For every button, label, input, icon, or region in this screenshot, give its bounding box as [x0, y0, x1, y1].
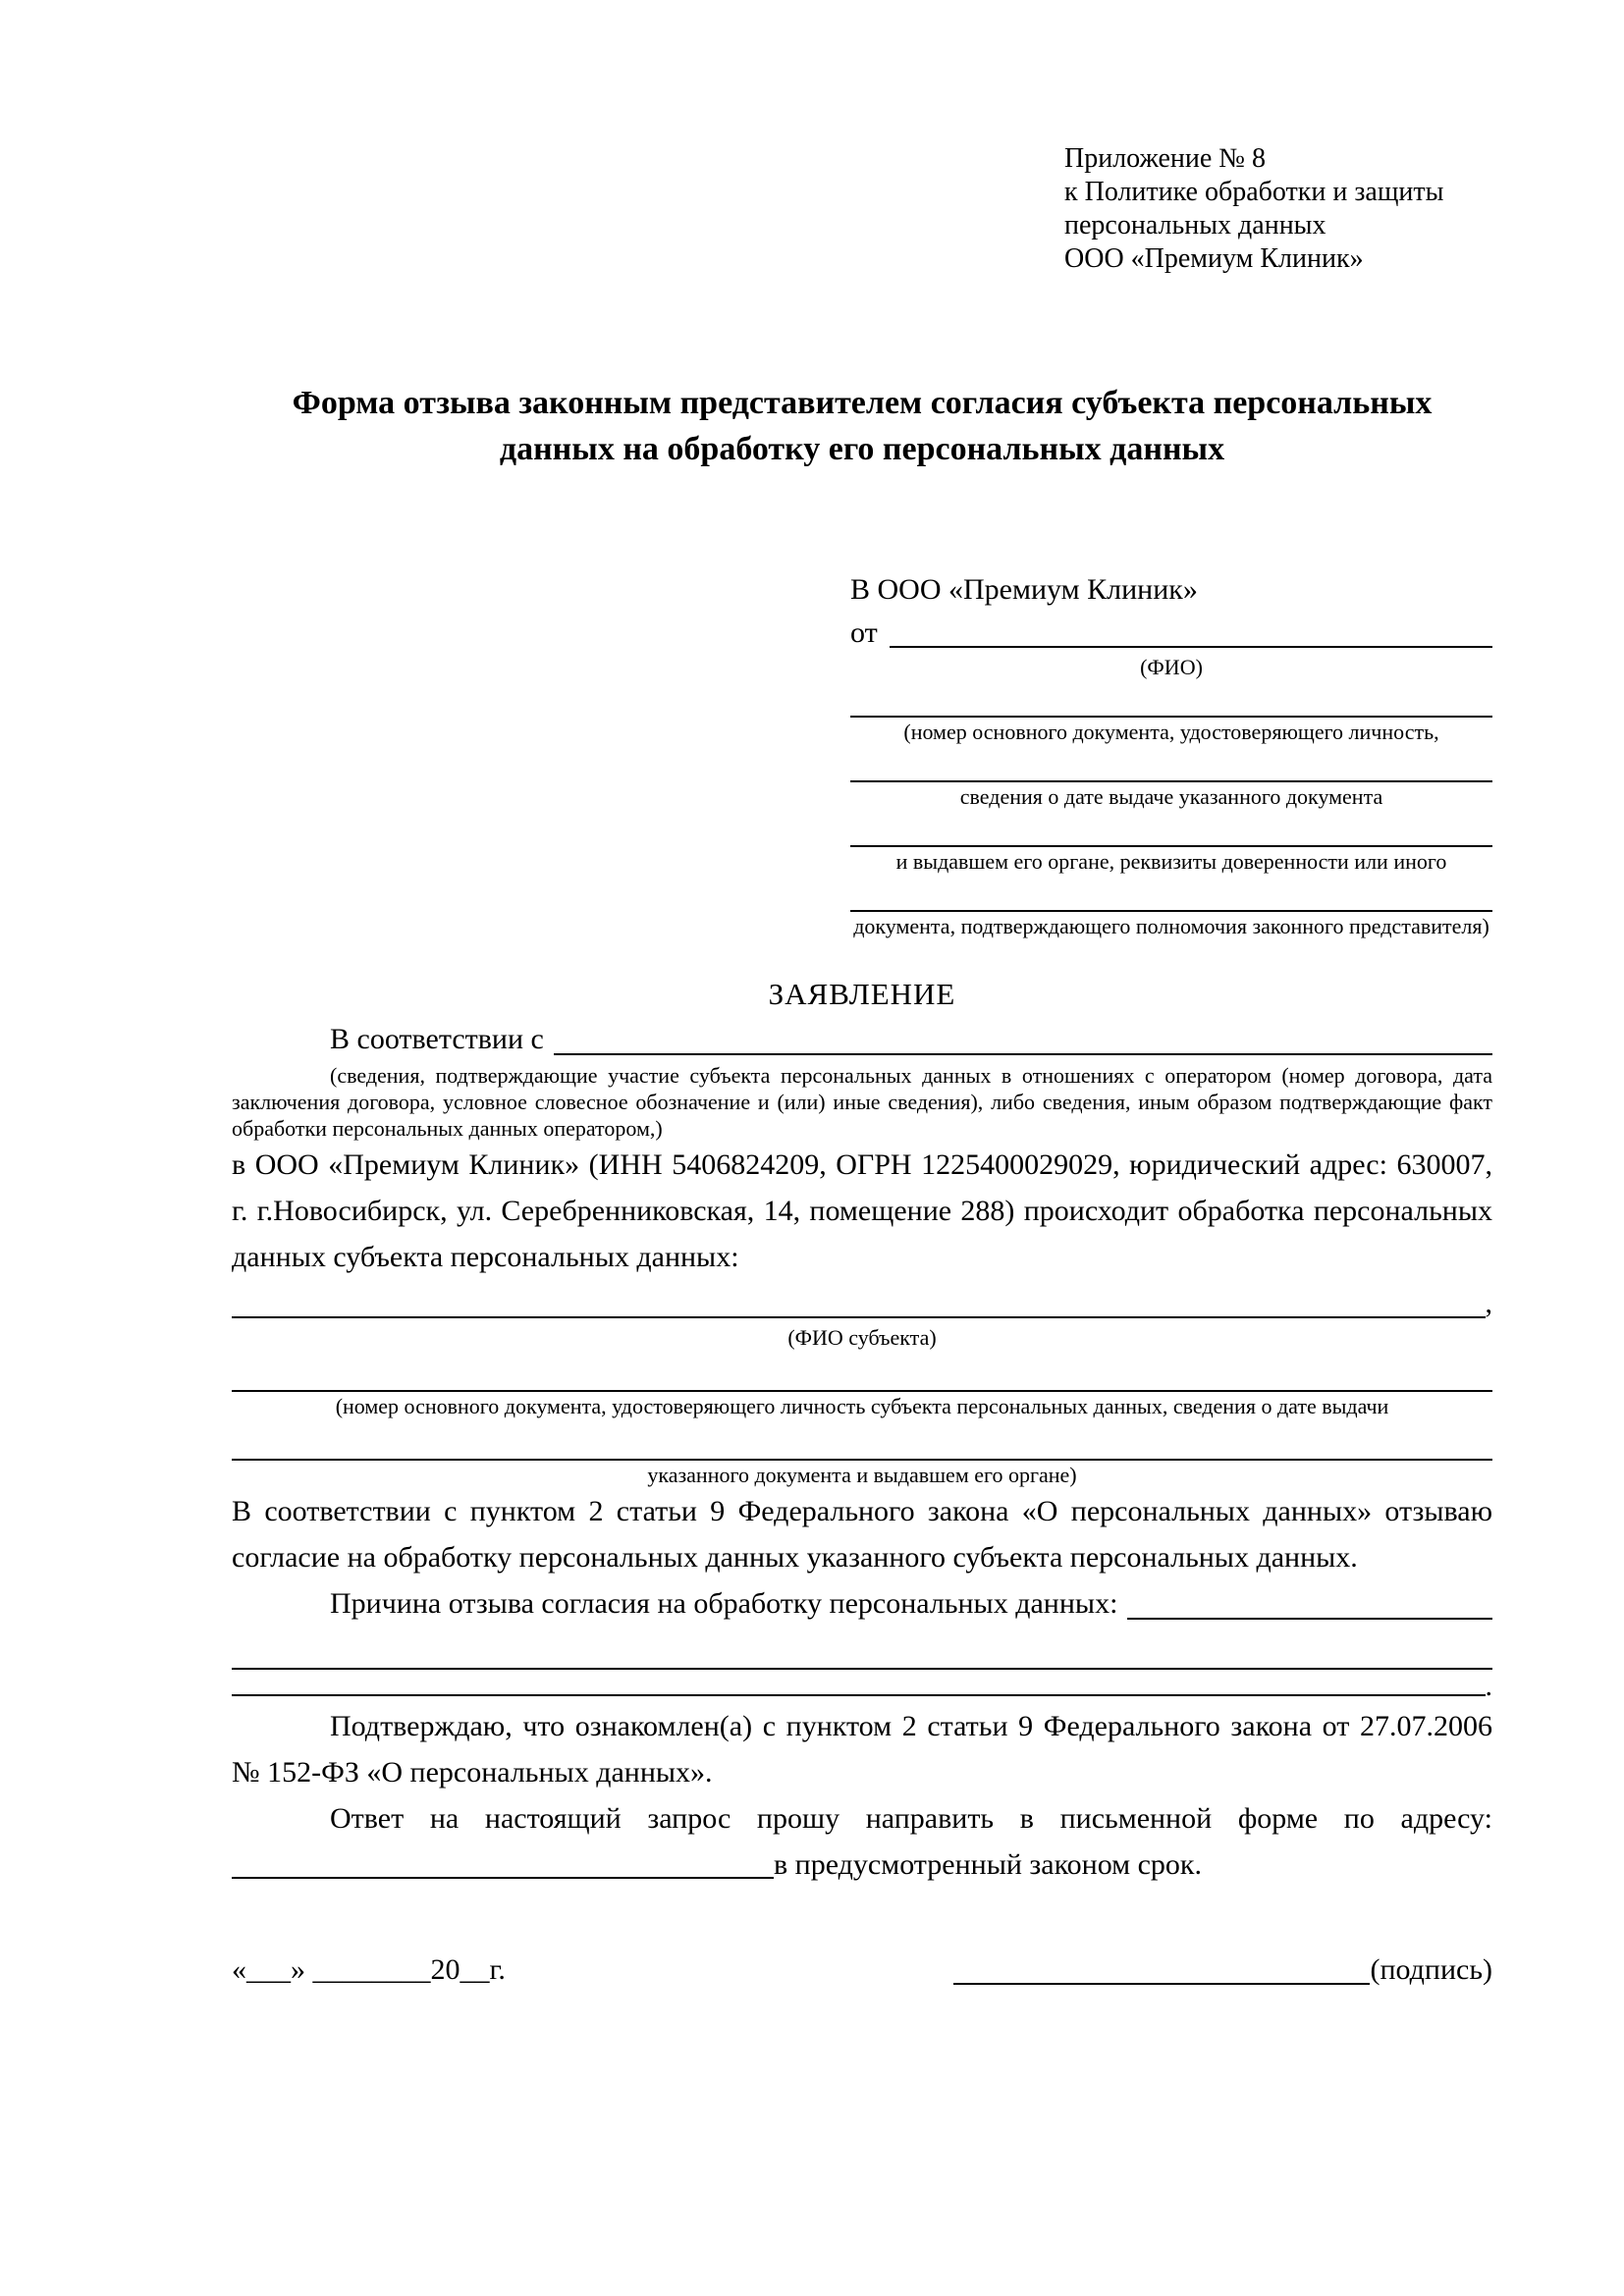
footer-row: [232, 1949, 1492, 1992]
trailing-comma: ,: [1485, 1287, 1492, 1319]
withdraw-paragraph: В соответствии с пунктом 2 статьи 9 Федерального закона «О персональных данных» отзываю согласие на обработку персональных данных указанного субъекта персональных данных.: [232, 1495, 1492, 1574]
subject-doc-caption-2: указанного документа и выдавшем его органе): [647, 1463, 1077, 1487]
signature-caption: (подпись): [1370, 1953, 1492, 1986]
in-accordance-label: В соответствии с: [330, 1023, 544, 1055]
reply-tail: в предусмотренный законом срок.: [774, 1848, 1202, 1881]
accordance-caption: (сведения, подтверждающие участие субъекта персональных данных в отношениях с оператором (номер договора, дата заключения договора, условное словесное обозначение и (или) иные сведения), либо сведения, иным образом подтверждающие факт обработки персональных данных оператором,): [232, 1063, 1492, 1141]
trailing-period: .: [1485, 1670, 1492, 1702]
page-title: Форма отзыва законным представителем согласия субъекта персональных данных на обработку его персональных данных: [292, 385, 1433, 467]
fio-blank-line: [890, 612, 1492, 648]
subject-fio-caption: (ФИО субъекта): [787, 1325, 937, 1350]
from-label: от: [850, 616, 878, 649]
in-accordance-row: [232, 1016, 1492, 1062]
recipient-block: [850, 568, 1492, 939]
reason-row: [232, 1580, 1492, 1627]
issue-date-caption: сведения о дате выдаче указанного документа: [959, 784, 1383, 809]
appendix-header-line: ООО «Премиум Клиник»: [1064, 243, 1364, 274]
issuing-authority-blank-line: [850, 810, 1492, 847]
appendix-header-line: персональных данных: [1064, 210, 1326, 240]
reply-paragraph: Ответ на настоящий запрос прошу направить в письменной форме по адресу:: [330, 1802, 1492, 1835]
representative-authority-caption: документа, подтверждающего полномочия законного представителя): [853, 914, 1489, 938]
reason-blank-line-short: [1127, 1580, 1492, 1620]
doc-number-blank-line: [850, 680, 1492, 718]
issue-date-blank-line: [850, 745, 1492, 782]
appendix-header-line: Приложение № 8: [1064, 143, 1266, 174]
reply-address-row: [232, 1842, 1492, 1888]
subject-doc-blank-line: [232, 1351, 1492, 1392]
statement-heading: ЗАЯВЛЕНИЕ: [768, 977, 956, 1011]
subject-doc-blank-line-2: [232, 1419, 1492, 1461]
reason-blank-line-2: [232, 1670, 1486, 1696]
appendix-header-line: к Политике обработки и защиты: [1064, 177, 1444, 207]
in-accordance-blank-line: [554, 1016, 1492, 1055]
subject-doc-caption-1: (номер основного документа, удостоверяющего личность субъекта персональных данных, сведения о дате выдачи: [335, 1394, 1389, 1418]
reason-label: Причина отзыва согласия на обработку персональных данных:: [330, 1587, 1118, 1620]
recipient-organization: В ООО «Премиум Клиник»: [850, 573, 1198, 606]
date-line: «___» ________20__г.: [232, 1953, 506, 1986]
reason-blank-line-row: [232, 1670, 1492, 1703]
confirm-paragraph: Подтверждаю, что ознакомлен(а) с пунктом 2 статьи 9 Федерального закона от 27.07.2006 № 152-ФЗ «О персональных данных».: [232, 1710, 1492, 1789]
signature-group: [953, 1949, 1492, 1992]
appendix-header: [1064, 142, 1492, 276]
signature-blank-line: [953, 1983, 1370, 1985]
address-blank-line: [232, 1842, 774, 1879]
issuing-authority-caption: и выдавшем его органе, реквизиты доверенности или иного: [895, 849, 1447, 874]
doc-number-caption: (номер основного документа, удостоверяющего личность,: [903, 720, 1439, 744]
representative-authority-blank-line: [850, 875, 1492, 912]
subject-fio-blank-line: [232, 1282, 1486, 1318]
operator-paragraph: в ООО «Премиум Клиник» (ИНН 5406824209, ОГРН 1225400029029, юридический адрес: 630007, г. г.Новосибирск, ул. Серебренниковская, 14, помещение 288) происходит обработка персональных данных субъекта персональных данных:: [232, 1148, 1492, 1273]
fio-caption: (ФИО): [1140, 655, 1203, 679]
subject-fio-row: [232, 1282, 1492, 1325]
from-row: [850, 612, 1492, 655]
